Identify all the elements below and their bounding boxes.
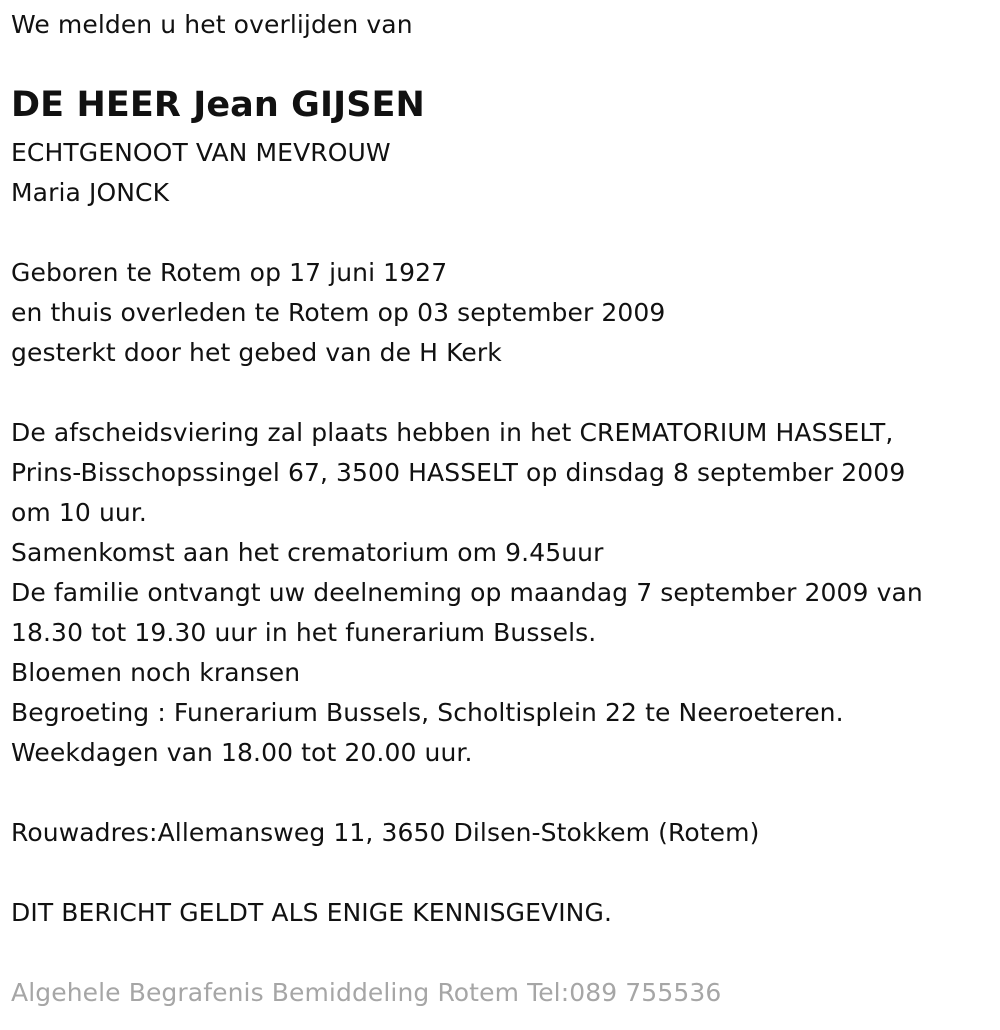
spouse-title: ECHTGENOOT VAN MEVROUW [11,138,391,167]
notice-text: DIT BERICHT GELDT ALS ENIGE KENNISGEVING. [11,898,612,927]
funeral-director-footer: Algehele Begrafenis Bemiddeling Rotem Tel:089 755536 [11,978,722,1007]
deceased-name: DE HEER Jean GIJSEN [11,85,425,125]
ceremony-line: Weekdagen van 18.00 tot 20.00 uur. [11,738,473,767]
death-line: en thuis overleden te Rotem op 03 september 2009 [11,298,666,327]
spouse-name: Maria JONCK [11,178,170,207]
ceremony-line: Begroeting : Funerarium Bussels, Scholtisplein 22 te Neeroeteren. [11,698,844,727]
ceremony-line: 18.30 tot 19.30 uur in het funerarium Bussels. [11,618,597,647]
ceremony-line: Prins-Bisschopssingel 67, 3500 HASSELT op dinsdag 8 september 2009 [11,458,906,487]
birth-line: Geboren te Rotem op 17 juni 1927 [11,258,448,287]
ceremony-line: om 10 uur. [11,498,147,527]
mourning-address: Rouwadres:Allemansweg 11, 3650 Dilsen-Stokkem (Rotem) [11,818,760,847]
church-line: gesterkt door het gebed van de H Kerk [11,338,502,367]
ceremony-line: Samenkomst aan het crematorium om 9.45uur [11,538,604,567]
intro-text: We melden u het overlijden van [11,10,413,39]
ceremony-line: De afscheidsviering zal plaats hebben in het CREMATORIUM HASSELT, [11,418,894,447]
ceremony-line: Bloemen noch kransen [11,658,301,687]
ceremony-line: De familie ontvangt uw deelneming op maandag 7 september 2009 van [11,578,923,607]
